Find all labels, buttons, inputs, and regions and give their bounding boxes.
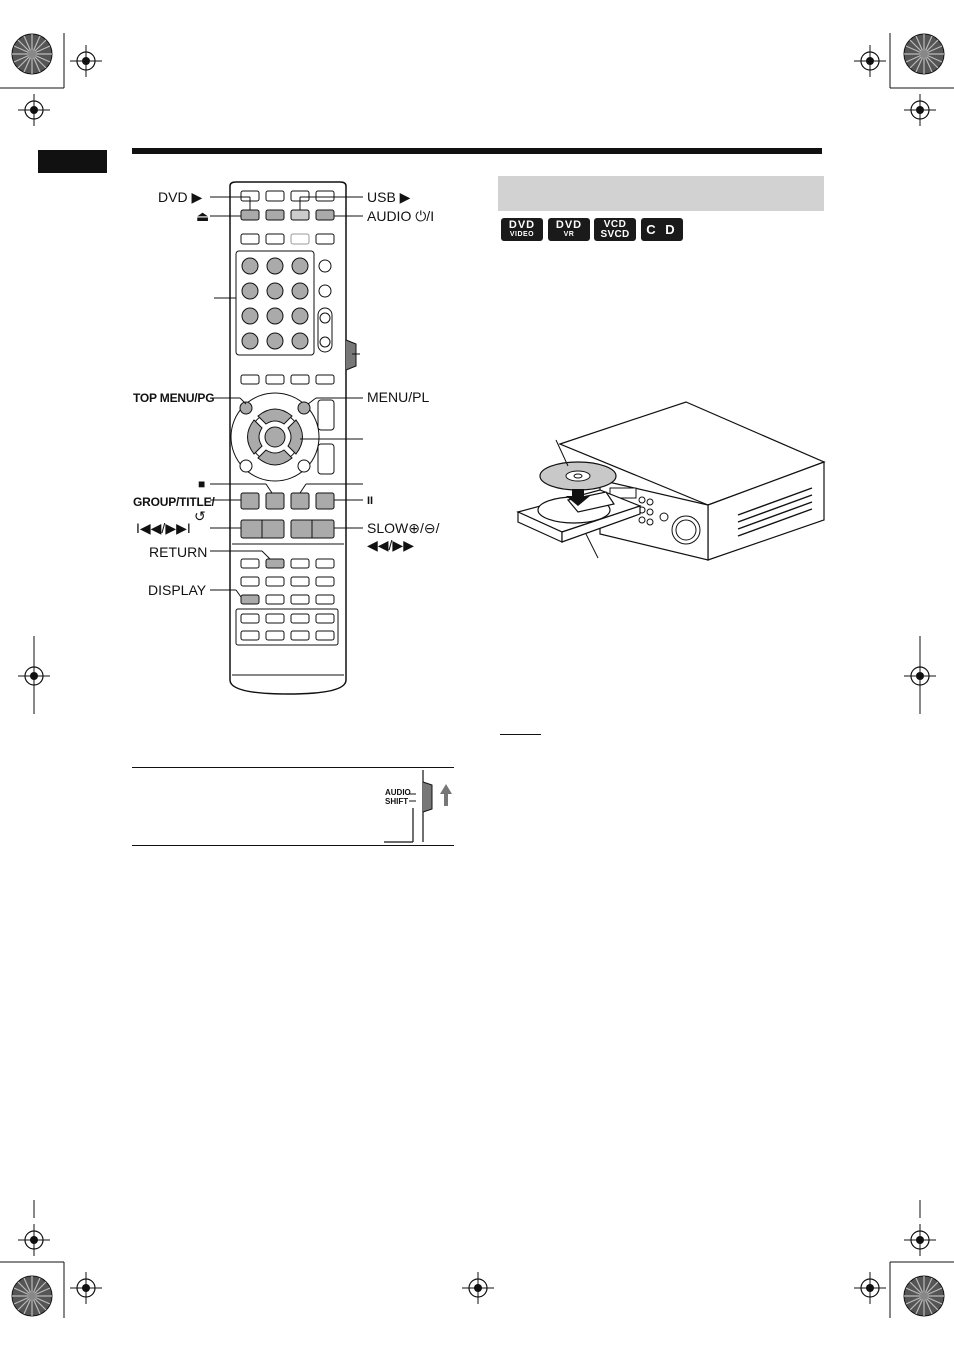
- usb-play-label: USB ▶: [367, 189, 411, 205]
- search-label: ◀◀/▶▶: [367, 537, 414, 553]
- badge-line1: DVD: [555, 219, 583, 231]
- badge-line2: SVCD: [600, 229, 630, 240]
- top-menu-label: TOP MENU/PG: [133, 391, 215, 405]
- badge-line1: DVD: [508, 219, 536, 231]
- eject-label: ⏏: [196, 208, 210, 224]
- badge-line1: VCD: [603, 219, 627, 230]
- group-title-label: GROUP/TITLE/: [133, 495, 215, 509]
- badge-line2: VR: [563, 231, 575, 238]
- pause-label: II: [367, 495, 374, 507]
- slow-label: SLOW⊕/⊖/: [367, 520, 440, 536]
- dvd-play-label: DVD ▶: [158, 189, 203, 205]
- return-label: RETURN: [149, 544, 208, 560]
- skip-label: I◀◀/▶▶I: [136, 520, 191, 536]
- badge-line1: C D: [646, 222, 678, 237]
- stop-label: ■: [198, 477, 206, 491]
- audio-power-label: AUDIO ⏻/I: [367, 208, 435, 224]
- display-label: DISPLAY: [148, 582, 207, 598]
- arrow-up-icon: [440, 784, 452, 806]
- audio-shift-shift-label: SHIFT: [385, 797, 409, 806]
- audio-shift-audio-label: AUDIO: [385, 788, 411, 797]
- menu-pl-label: MENU/PL: [367, 389, 430, 405]
- badge-line2: VIDEO: [509, 231, 535, 238]
- group-title-repeat-icon: ↺: [194, 508, 206, 524]
